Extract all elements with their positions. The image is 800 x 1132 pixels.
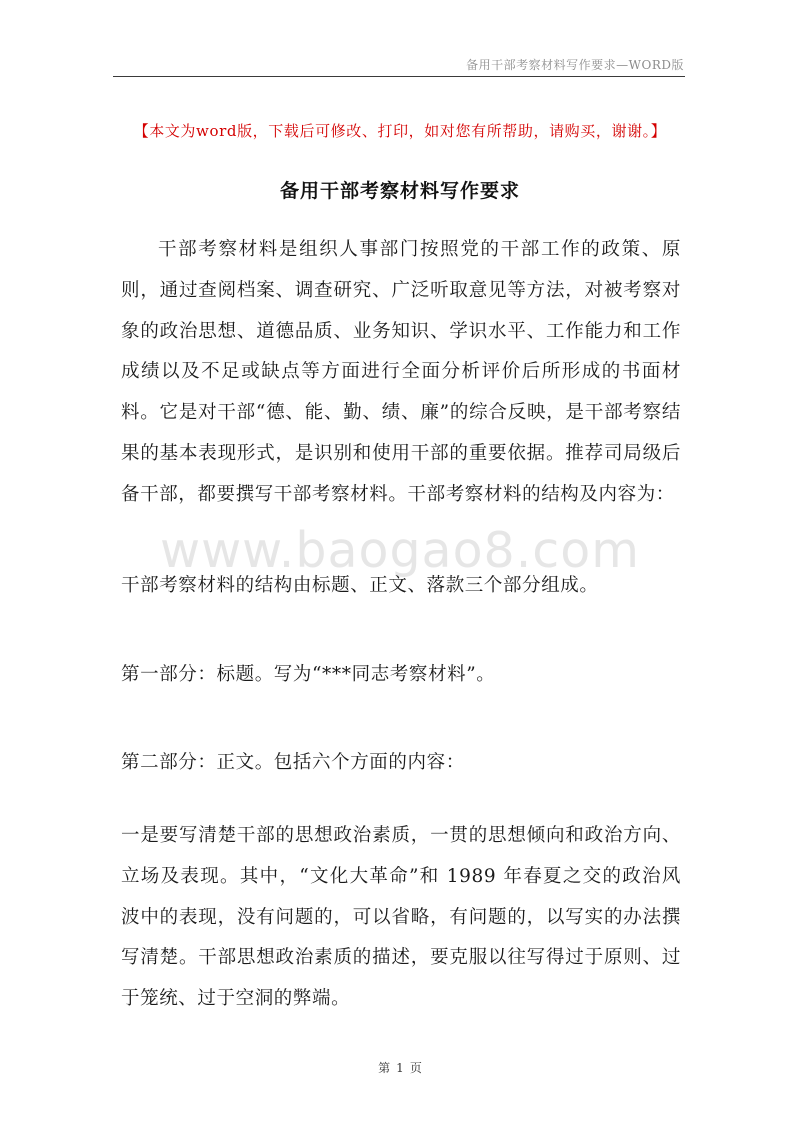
paragraph-intro: 干部考察材料是组织人事部门按照党的干部工作的政策、原则，通过查阅档案、调查研究、广泛听取意见等方法，对被考察对象的政治思想、道德品质、业务知识、学识水平、工作能力和工作成绩以及不足或缺点等方面进行全面分析评价后所形成的书面材料。它是对干部“德、能、勤、绩、廉”的综合反映，是干部考察结果的基本表现形式，是识别和使用干部的重要依据。推荐司局级后备干部，都要撰写干部考察材料。干部考察材料的结构及内容为： <box>121 239 681 505</box>
paragraph-point-one-block <box>121 816 681 1020</box>
paragraph-part-two-block <box>121 743 681 784</box>
paragraph-structure: 干部考察材料的结构由标题、正文、落款三个部分组成。 <box>121 575 599 596</box>
paragraph-structure-block <box>121 566 681 607</box>
header-rule <box>113 76 685 77</box>
paragraph-point-one: 一是要写清楚干部的思想政治素质，一贯的思想倾向和政治方向、立场及表现。其中，“文化大革命”和 1989 年春夏之交的政治风波中的表现，没有问题的，可以省略，有问题的，以写实的办法撰写清楚。干部思想政治素质的描述，要克服以往写得过于原则、过于笼统、过于空洞的弊端。 <box>121 825 681 1010</box>
page-number: 1 <box>396 1061 404 1075</box>
document-title: 备用干部考察材料写作要求 <box>279 180 520 202</box>
page-footer <box>0 1059 800 1076</box>
paragraph-intro-block <box>121 230 681 516</box>
footer-prefix: 第 <box>378 1061 391 1075</box>
watermark: www.baogao8.com <box>160 522 640 579</box>
paragraph-part-one: 第一部分：标题。写为“***同志考察材料”。 <box>121 664 496 685</box>
paragraph-part-one-block <box>121 655 681 696</box>
running-header: 备用干部考察材料写作要求—WORD版 <box>466 58 684 72</box>
footer-suffix: 页 <box>409 1061 422 1075</box>
paragraph-part-two: 第二部分：正文。包括六个方面的内容： <box>121 752 465 773</box>
download-notice: 【本文为word版，下载后可修改、打印，如对您有所帮助，请购买，谢谢。】 <box>133 122 667 140</box>
